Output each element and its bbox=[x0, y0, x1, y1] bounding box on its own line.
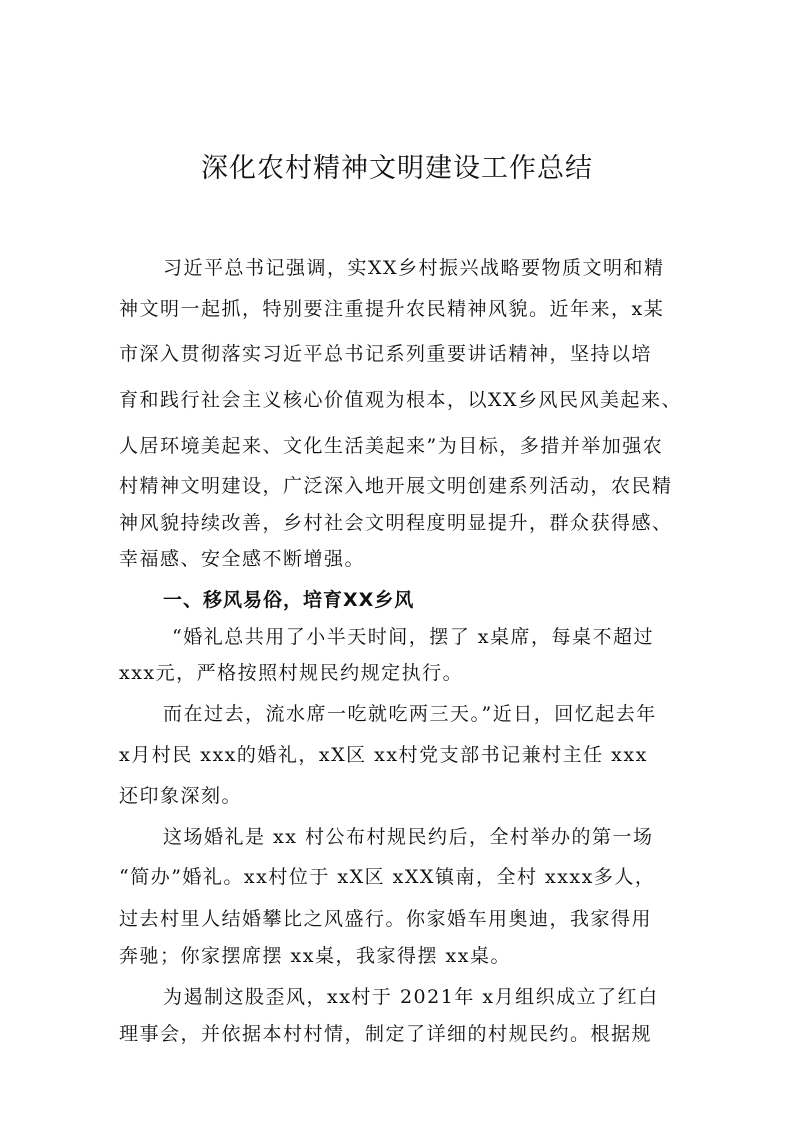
paragraph-line: 奔驰；你家摆席摆 xx桌，我家得摆 xx桌。 bbox=[119, 945, 511, 967]
paragraph-line: 还印象深刻。 bbox=[119, 785, 243, 807]
paragraph-line: xxx元，严格按照村规民约规定执行。 bbox=[119, 662, 464, 684]
paragraph-line: 人居环境美起来、文化生活美起来”为目标，多措并举加强农 bbox=[119, 435, 664, 457]
paragraph-line: 而在过去，流水席一吃就吃两三天。”近日，回忆起去年 bbox=[163, 703, 657, 725]
paragraph-line: 习近平总书记强调，实XX乡村振兴战略要物质文明和精 bbox=[163, 257, 665, 279]
paragraph-line: 神风貌持续改善，乡村社会文明程度明显提升，群众获得感、 bbox=[119, 512, 673, 534]
paragraph-line: x月村民 xxx的婚礼，xX区 xx村党支部书记兼村主任 xxx bbox=[119, 744, 648, 766]
paragraph-line: 市深入贯彻落实习近平总书记系列重要讲话精神，坚持以培 bbox=[119, 343, 653, 365]
paragraph-line: “简办”婚礼。xx村位于 xX区 xXX镇南，全村 xxxx多人， bbox=[119, 866, 656, 888]
document-title: 深化农村精神文明建设工作总结 bbox=[201, 153, 593, 184]
paragraph-line: “婚礼总共用了小半天时间，摆了 x桌席，每桌不超过 bbox=[172, 626, 654, 648]
paragraph-line: 过去村里人结婚攀比之风盛行。你家婚车用奥迪，我家得用 bbox=[119, 908, 653, 930]
section-heading: 一、移风易俗，培育XX乡风 bbox=[163, 589, 415, 611]
paragraph-line: 这场婚礼是 xx 村公布村规民约后，全村举办的第一场 bbox=[163, 826, 654, 848]
paragraph-line: 神文明一起抓，特别要注重提升农民精神风貌。近年来，x某 bbox=[119, 298, 665, 320]
paragraph-line: 育和践行社会主义核心价值观为根本，以XX乡风民风美起来、 bbox=[119, 389, 683, 411]
paragraph-line: 幸福感、安全感不断增强。 bbox=[119, 548, 366, 570]
paragraph-line: 为遏制这股歪风，xx村于 2021年 x月组织成立了红白 bbox=[163, 986, 659, 1008]
paragraph-line: 理事会，并依据本村村情，制定了详细的村规民约。根据规 bbox=[119, 1023, 653, 1045]
paragraph-line: 村精神文明建设，广泛深入地开展文明创建系列活动，农民精 bbox=[119, 475, 673, 497]
